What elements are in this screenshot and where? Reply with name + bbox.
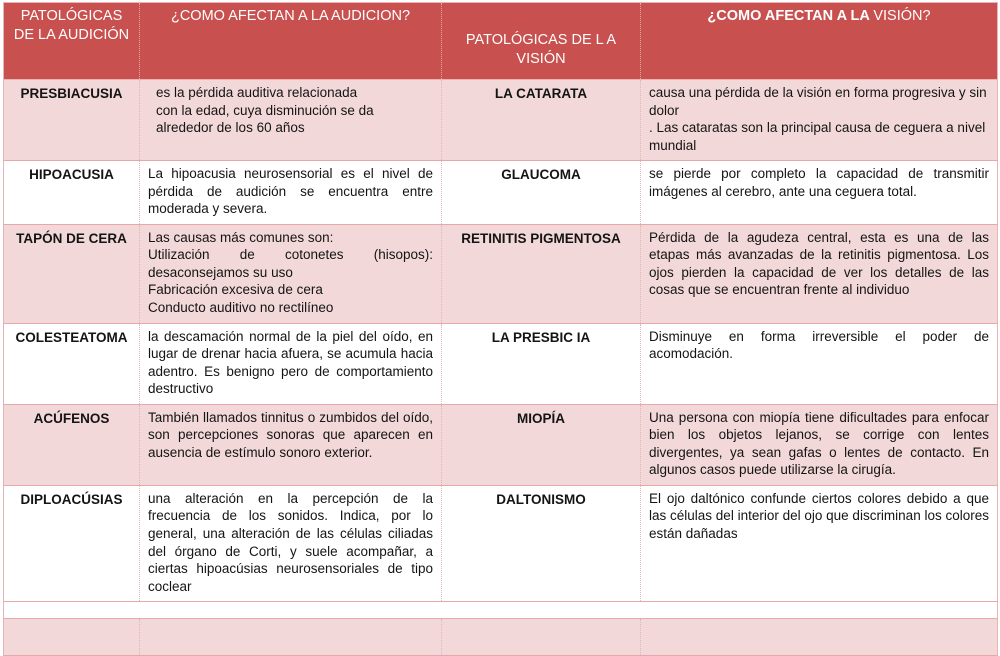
vision-pathology-name: GLAUCOMA: [442, 161, 641, 225]
hearing-pathology-description: [140, 161, 442, 225]
vision-pathology-name: LA PRESBIC IA: [442, 323, 641, 404]
table-row: [4, 224, 998, 323]
table-row: [4, 404, 998, 485]
hearing-pathology-description: [140, 224, 442, 323]
hearing-pathology-name: TAPÓN DE CERA: [4, 224, 140, 323]
desc-line: alrededor de los 60 años: [156, 120, 305, 136]
desc-line: la descamación normal de la piel del oído, en lugar de drenar hacia afuera, se acumula hacia adentro. Es benigno pero de comportamiento destructivo: [148, 328, 433, 397]
spacer-cell: [140, 602, 442, 619]
hearing-pathology-name: HIPOACUSIA: [4, 161, 140, 225]
header-row: [4, 3, 998, 80]
desc-line: se pierde por completo la capacidad de transmitir imágenes al cerebro, ante una ceguera total.: [649, 166, 989, 199]
desc-line: La hipoacusia neurosensorial es el nivel de pérdida de audición se encuentra entre moderada y severa.: [148, 166, 433, 217]
desc-line: También llamados tinnitus o zumbidos del oído, son percepciones sonoras que aparecen en ausencia de estímulo sonoro exterior.: [148, 409, 433, 460]
table-row: [4, 161, 998, 225]
table-row: [4, 80, 998, 161]
desc-line: . Las cataratas son la principal causa de ceguera a nivel mundial: [649, 120, 986, 153]
footer-cell-vision-desc: [641, 619, 998, 656]
column-header-hearing-effects: ¿COMO AFECTAN A LA AUDICION?: [140, 3, 442, 80]
column-header-vision-effects-light: VISIÓN?: [873, 8, 931, 24]
pathologies-table: [3, 2, 998, 656]
desc-line: con la edad, cuya disminución se da: [156, 102, 374, 118]
hearing-pathology-name: ACÚFENOS: [4, 404, 140, 485]
footer-cell-hearing-name: [4, 619, 140, 656]
hearing-pathology-description: [140, 80, 442, 161]
table-header: [4, 3, 998, 80]
vision-pathology-description: [641, 323, 998, 404]
desc-line: Fabricación excesiva de cera: [148, 282, 323, 298]
column-header-vision-pathologies: PATOLÓGICAS DE L A VISIÓN: [442, 3, 641, 80]
hearing-pathology-name: DIPLOACÚSIAS: [4, 485, 140, 601]
hearing-pathology-name: PRESBIACUSIA: [4, 80, 140, 161]
desc-line: Disminuye en forma irreversible el poder de acomodación.: [649, 328, 989, 362]
vision-pathology-name: LA CATARATA: [442, 80, 641, 161]
table-footer-row: [4, 619, 998, 656]
column-header-vision-effects-bold: ¿COMO AFECTAN A LA: [707, 8, 870, 24]
vision-pathology-description: [641, 80, 998, 161]
desc-line: Utilización de cotonetes (hisopos): desaconsejamos su uso: [148, 247, 433, 280]
footer-cell-hearing-desc: [140, 619, 442, 656]
column-header-hearing-pathologies: PATOLÓGICAS DE LA AUDICIÓN: [4, 3, 140, 80]
desc-line: El ojo daltónico confunde ciertos colores debido a que las células del interior del ojo que discriminan los colores están dañadas: [649, 490, 989, 542]
vision-pathology-name: DALTONISMO: [442, 485, 641, 601]
table-body: [4, 80, 998, 656]
hearing-pathology-description: [140, 485, 442, 601]
vision-pathology-description: [641, 161, 998, 225]
hearing-pathology-description: [140, 404, 442, 485]
spacer-cell: [4, 602, 140, 619]
desc-line: causa una pérdida de la visión en forma progresiva y sin dolor: [649, 85, 987, 118]
table-row: [4, 323, 998, 404]
desc-line: Pérdida de la agudeza central, esta es una de las etapas más avanzadas de la retinitis pigmentosa. Los ojos pierden la capacidad de ver los detalles de las cosas que se encuentran frente al individuo: [649, 229, 989, 298]
hearing-pathology-name: COLESTEATOMA: [4, 323, 140, 404]
vision-pathology-description: [641, 224, 998, 323]
spacer-cell: [442, 602, 641, 619]
spacer-cell: [641, 602, 998, 619]
desc-line: Conducto auditivo no rectilíneo: [148, 300, 334, 316]
table-spacer-row: [4, 602, 998, 619]
vision-pathology-description: [641, 404, 998, 485]
desc-line: Las causas más comunes son:: [148, 229, 334, 245]
column-header-vision-effects: [641, 3, 998, 80]
vision-pathology-name: MIOPÍA: [442, 404, 641, 485]
desc-line: una alteración en la percepción de la frecuencia de los sonidos. Indica, por lo general, una alteración de las células ciliadas del órgano de Corti, y suele acompañar, a ciertas hipoacúsias neurosensoriales de tipo coclear: [148, 490, 433, 594]
table-row: [4, 485, 998, 601]
vision-pathology-description: [641, 485, 998, 601]
desc-line: es la pérdida auditiva relacionada: [156, 85, 358, 100]
desc-line: Una persona con miopía tiene dificultades para enfocar bien los objetos lejanos, se corrige con lentes divergentes, ya sean gafas o lentes de contacto. En algunos casos puede utilizarse la cirugía.: [649, 409, 989, 478]
hearing-pathology-description: [140, 323, 442, 404]
vision-pathology-name: RETINITIS PIGMENTOSA: [442, 224, 641, 323]
footer-cell-vision-name: [442, 619, 641, 656]
